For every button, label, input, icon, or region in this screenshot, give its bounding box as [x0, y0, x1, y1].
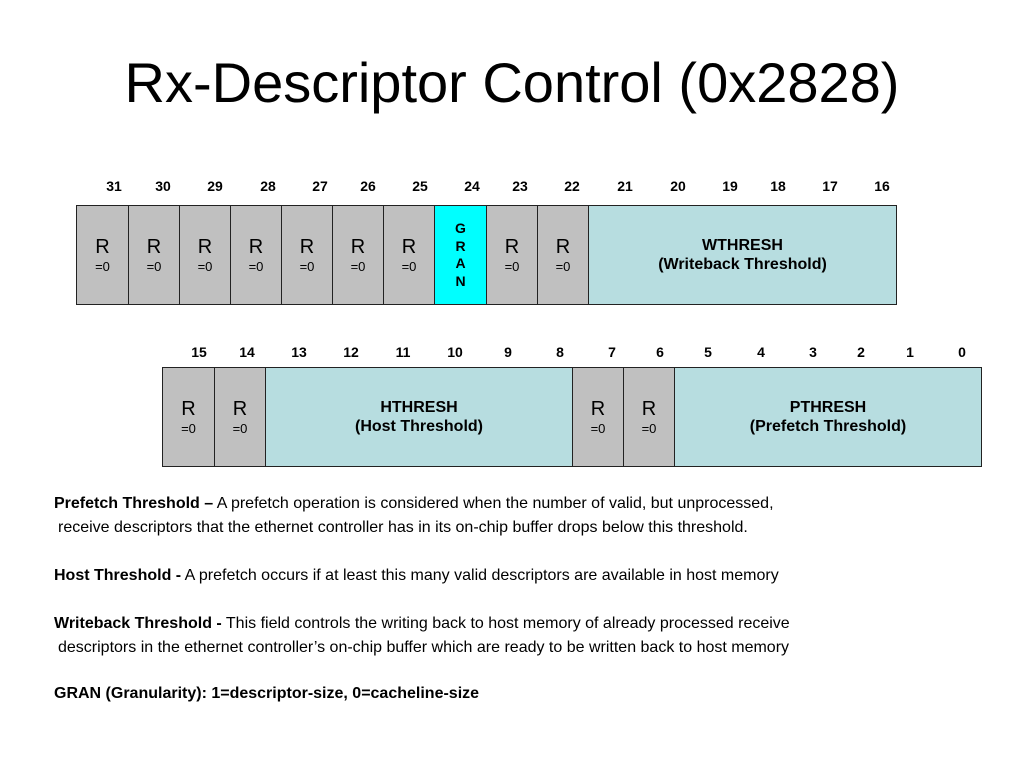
reserved-value: =0	[181, 421, 196, 437]
slide-title: Rx-Descriptor Control (0x2828)	[124, 51, 900, 114]
reserved-value: =0	[248, 259, 264, 275]
prefetch-threshold-label: Prefetch Threshold –	[54, 495, 214, 512]
writeback-threshold-description	[54, 612, 994, 660]
reserved-letter: R	[350, 236, 366, 259]
prefetch-threshold-description	[54, 492, 994, 540]
reserved-value: =0	[232, 421, 248, 437]
bit-number: 8	[556, 344, 564, 360]
bit-number: 4	[757, 344, 765, 360]
reserved-value: =0	[555, 259, 571, 275]
register-lower-half	[162, 367, 982, 467]
bit-number: 20	[670, 178, 686, 194]
bit-number: 28	[260, 178, 276, 194]
bit-number: 25	[412, 178, 428, 194]
hthresh-field	[266, 368, 573, 466]
reserved-value: =0	[146, 259, 162, 275]
bit-number: 22	[564, 178, 580, 194]
reserved-value: =0	[299, 259, 315, 275]
writeback-threshold-text-continued: descriptors in the ethernet controller’s on-chip buffer which are ready to be written back to host memory	[58, 639, 790, 656]
reserved-value: =0	[401, 259, 417, 275]
reserved-value: =0	[641, 421, 657, 437]
bit-number: 14	[239, 344, 255, 360]
bit-number: 6	[656, 344, 664, 360]
wthresh-description: (Writeback Threshold)	[658, 256, 827, 273]
bit-number: 2	[857, 344, 865, 360]
reserved-letter: R	[248, 236, 264, 259]
reserved-bit-7	[573, 368, 624, 466]
hthresh-description: (Host Threshold)	[355, 418, 483, 435]
bit-number: 7	[608, 344, 616, 360]
reserved-letter: R	[146, 236, 162, 259]
reserved-value: =0	[95, 259, 110, 275]
reserved-bit-25	[384, 206, 435, 304]
wthresh-field	[589, 206, 896, 304]
host-threshold-text: A prefetch occurs if at least this many valid descriptors are available in host memory	[181, 567, 779, 584]
bit-number: 9	[504, 344, 512, 360]
pthresh-field	[675, 368, 981, 466]
reserved-letter: R	[555, 236, 571, 259]
gran-bit-24	[435, 206, 487, 304]
bit-number: 30	[155, 178, 171, 194]
reserved-letter: R	[299, 236, 315, 259]
gran-description	[54, 682, 994, 706]
reserved-bit-27	[282, 206, 333, 304]
pthresh-description: (Prefetch Threshold)	[749, 418, 907, 435]
reserved-bit-28	[231, 206, 282, 304]
bit-number: 27	[312, 178, 328, 194]
bit-number: 31	[106, 178, 122, 194]
reserved-bit-22	[538, 206, 589, 304]
reserved-bit-14	[215, 368, 266, 466]
gran-letter: G	[455, 220, 466, 236]
bit-number: 13	[291, 344, 307, 360]
reserved-letter: R	[232, 398, 248, 421]
prefetch-threshold-text-continued: receive descriptors that the ethernet controller has in its on-chip buffer drops below this threshold.	[58, 519, 748, 536]
reserved-bit-29	[180, 206, 231, 304]
reserved-value: =0	[197, 259, 213, 275]
bit-number: 29	[207, 178, 223, 194]
register-upper-half	[76, 205, 897, 305]
bit-number: 1	[906, 344, 914, 360]
reserved-bit-6	[624, 368, 675, 466]
lower-bit-numbers	[0, 344, 1024, 364]
bit-number: 12	[343, 344, 359, 360]
reserved-bit-23	[487, 206, 538, 304]
bit-number: 21	[617, 178, 633, 194]
bit-number: 11	[395, 344, 411, 360]
bit-number: 15	[191, 344, 207, 360]
upper-bit-numbers	[0, 178, 1024, 198]
wthresh-name: WTHRESH	[702, 236, 783, 254]
pthresh-name: PTHRESH	[789, 398, 867, 416]
gran-description-label: GRAN (Granularity): 1=descriptor-size, 0=cacheline-size	[54, 685, 480, 702]
prefetch-threshold-text: A prefetch operation is considered when the number of valid, but unprocessed,	[213, 495, 774, 512]
reserved-letter: R	[401, 236, 417, 259]
reserved-letter: R	[641, 398, 657, 421]
bit-number: 18	[770, 178, 786, 194]
gran-letter: R	[455, 237, 466, 254]
host-threshold-description	[54, 564, 994, 588]
reserved-letter: R	[504, 236, 520, 259]
hthresh-name: HTHRESH	[380, 398, 458, 416]
bit-number: 23	[512, 178, 528, 194]
gran-letter: A	[455, 255, 466, 271]
reserved-letter: R	[95, 236, 110, 259]
bit-number: 5	[704, 344, 712, 360]
reserved-bit-15	[163, 368, 215, 466]
bit-number: 17	[822, 178, 838, 194]
host-threshold-label: Host Threshold -	[54, 567, 182, 584]
bit-number: 19	[722, 178, 738, 194]
bit-number: 3	[809, 344, 817, 360]
writeback-threshold-label: Writeback Threshold -	[54, 615, 222, 632]
reserved-letter: R	[197, 236, 213, 259]
reserved-value: =0	[504, 259, 520, 275]
reserved-bit-26	[333, 206, 384, 304]
reserved-letter: R	[590, 398, 606, 421]
reserved-value: =0	[350, 259, 366, 275]
reserved-bit-30	[129, 206, 180, 304]
writeback-threshold-text: This field controls the writing back to host memory of already processed receive	[221, 615, 790, 632]
bit-number: 10	[447, 344, 463, 360]
reserved-bit-31	[77, 206, 129, 304]
bit-number: 24	[464, 178, 480, 194]
reserved-value: =0	[590, 421, 606, 437]
bit-number: 26	[360, 178, 376, 194]
bit-number: 0	[958, 344, 966, 360]
gran-letter: N	[455, 272, 466, 289]
reserved-letter: R	[181, 398, 196, 421]
bit-number: 16	[874, 178, 890, 194]
